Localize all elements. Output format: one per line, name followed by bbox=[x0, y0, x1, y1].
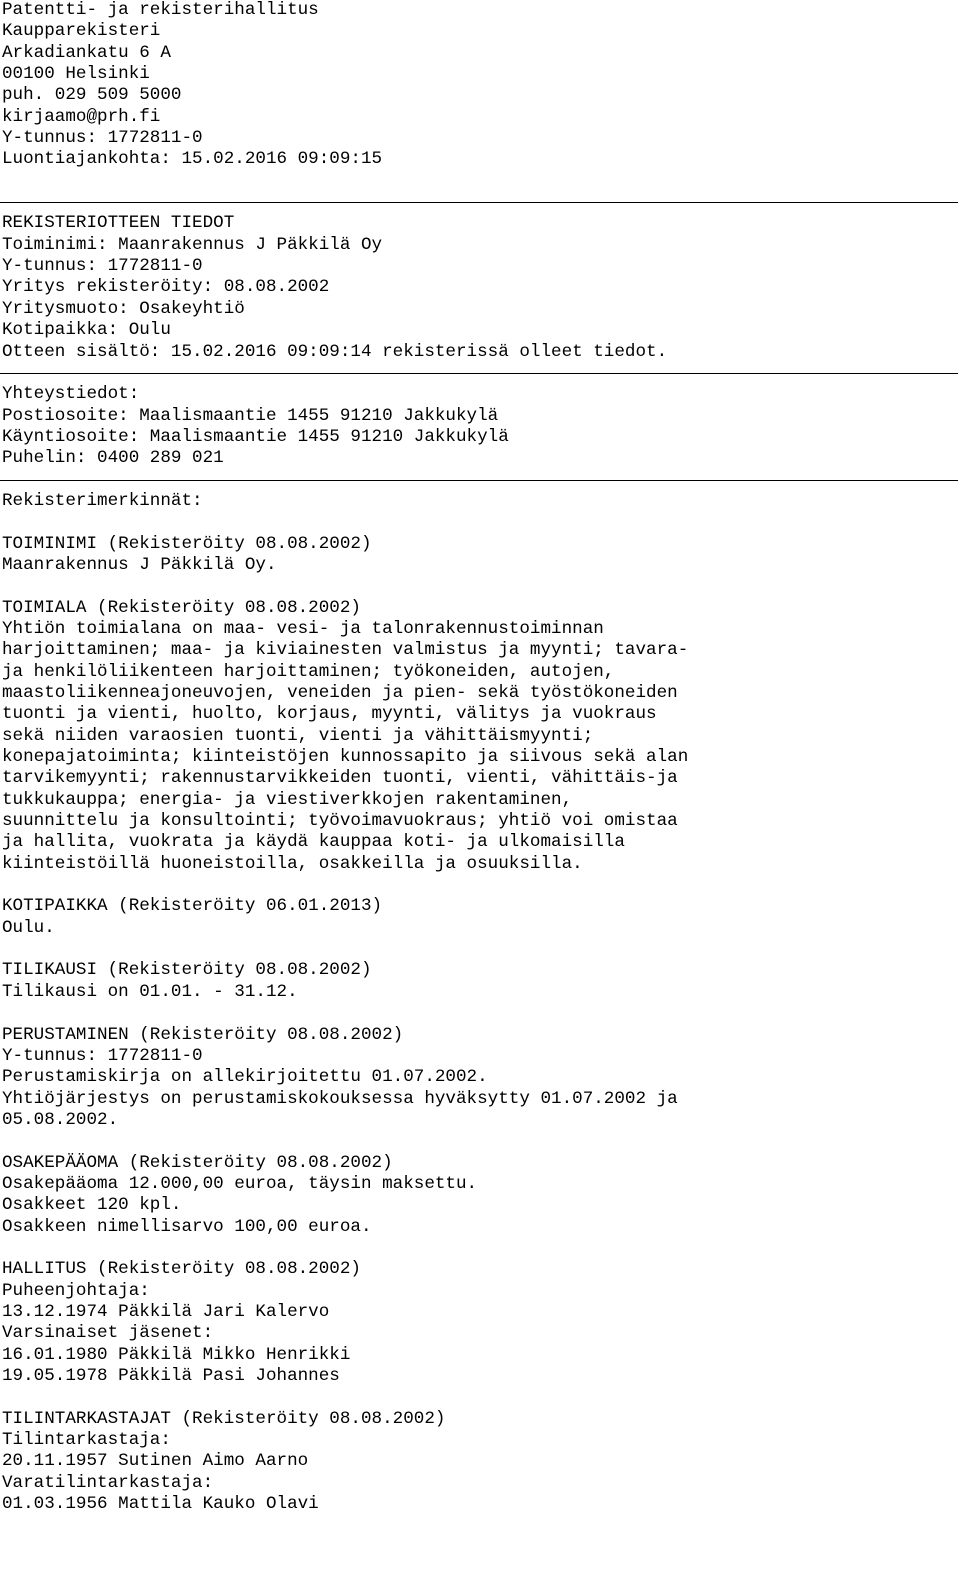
spacer bbox=[2, 939, 958, 960]
created-timestamp: Luontiajankohta: 15.02.2016 09:09:15 bbox=[2, 149, 383, 170]
company-domicile: Kotipaikka: Oulu bbox=[2, 320, 171, 341]
entry-line: 13.12.1974 Päkkilä Jari Kalervo bbox=[2, 1301, 330, 1322]
entry-line: kiinteistöillä huoneistoilla, osakkeilla ja osuuksilla. bbox=[2, 853, 583, 874]
registry-entry bbox=[2, 896, 958, 939]
entry-line: Osakepääoma 12.000,00 euroa, täysin maksettu. bbox=[2, 1173, 478, 1194]
registry-entry bbox=[2, 598, 958, 875]
entry-line: Puheenjohtaja: bbox=[2, 1280, 150, 1301]
contact-heading: Yhteystiedot: bbox=[2, 384, 140, 405]
registry-entry bbox=[2, 1409, 958, 1516]
entry-line: Perustamiskirja on allekirjoitettu 01.07.2002. bbox=[2, 1067, 488, 1088]
entry-line: konepajatoiminta; kiinteistöjen kunnossapito ja siivous sekä alan bbox=[2, 747, 689, 768]
entry-line: Yhtiöjärjestys on perustamiskokouksessa hyväksytty 01.07.2002 ja bbox=[2, 1088, 678, 1109]
entry-line: Tilikausi on 01.01. - 31.12. bbox=[2, 981, 298, 1002]
entry-line: Osakkeet 120 kpl. bbox=[2, 1195, 182, 1216]
spacer bbox=[2, 875, 958, 896]
spacer bbox=[2, 1131, 958, 1152]
entry-line: suunnittelu ja konsultointi; työvoimavuokraus; yhtiö voi omistaa bbox=[2, 811, 678, 832]
entry-title: KOTIPAIKKA (Rekisteröity 06.01.2013) bbox=[2, 896, 383, 917]
entry-title: TOIMINIMI (Rekisteröity 08.08.2002) bbox=[2, 533, 372, 554]
issuer-postal: 00100 Helsinki bbox=[2, 64, 150, 85]
spacer bbox=[2, 171, 958, 192]
extract-info bbox=[2, 213, 958, 362]
entry-line: maastoliikenneajoneuvojen, veneiden ja pien- sekä työstökoneiden bbox=[2, 683, 678, 703]
entry-title: TILIKAUSI (Rekisteröity 08.08.2002) bbox=[2, 960, 372, 981]
entry-line: 16.01.1980 Päkkilä Mikko Henrikki bbox=[2, 1344, 351, 1365]
spacer bbox=[2, 1003, 958, 1024]
entry-line: Osakkeen nimellisarvo 100,00 euroa. bbox=[2, 1216, 372, 1237]
contact-phone: Puhelin: 0400 289 021 bbox=[2, 448, 224, 469]
visiting-address: Käyntiosoite: Maalismaantie 1455 91210 Jakkukylä bbox=[2, 426, 509, 447]
entry-line: ja hallita, vuokrata ja käydä kauppaa koti- ja ulkomaisilla bbox=[2, 832, 625, 853]
entry-line: 19.05.1978 Päkkilä Pasi Johannes bbox=[2, 1366, 340, 1386]
entry-title: OSAKEPÄÄOMA (Rekisteröity 08.08.2002) bbox=[2, 1152, 393, 1173]
spacer bbox=[2, 1238, 958, 1259]
issuer-street: Arkadiankatu 6 A bbox=[2, 42, 171, 63]
entry-title: TILINTARKASTAJAT (Rekisteröity 08.08.2002) bbox=[2, 1408, 446, 1429]
registry-entry bbox=[2, 1259, 958, 1387]
company-form: Yritysmuoto: Osakeyhtiö bbox=[2, 298, 245, 319]
entry-line: Oulu. bbox=[2, 917, 55, 938]
issuer-org: Patentti- ja rekisterihallitus bbox=[2, 0, 319, 20]
entry-line: Y-tunnus: 1772811-0 bbox=[2, 1045, 203, 1066]
entry-line: tukkukauppa; energia- ja viestiverkkojen rakentaminen, bbox=[2, 789, 573, 810]
divider bbox=[2, 192, 958, 213]
divider bbox=[2, 363, 958, 384]
registry-entry bbox=[2, 534, 958, 577]
entry-title: HALLITUS (Rekisteröity 08.08.2002) bbox=[2, 1259, 361, 1280]
postal-address: Postiosoite: Maalismaantie 1455 91210 Jakkukylä bbox=[2, 405, 499, 426]
spacer bbox=[2, 576, 958, 597]
issuer-email: kirjaamo@prh.fi bbox=[2, 106, 161, 127]
spacer bbox=[2, 512, 958, 533]
registry-heading: Rekisterimerkinnät: bbox=[2, 490, 203, 511]
company-name: Toiminimi: Maanrakennus J Päkkilä Oy bbox=[2, 234, 383, 255]
issuer-business-id: Y-tunnus: 1772811-0 bbox=[2, 128, 203, 149]
entry-line: Yhtiön toimialana on maa- vesi- ja talonrakennustoiminnan bbox=[2, 618, 604, 639]
entry-line: tuonti ja vienti, huolto, korjaus, myynti, välitys ja vuokraus bbox=[2, 704, 657, 725]
contact-info bbox=[2, 384, 958, 469]
entry-line: 05.08.2002. bbox=[2, 1109, 119, 1130]
entry-line: harjoittaminen; maa- ja kiviainesten valmistus ja myynti; tavara- bbox=[2, 640, 689, 661]
entry-line: 20.11.1957 Sutinen Aimo Aarno bbox=[2, 1451, 309, 1472]
entry-line: Varsinaiset jäsenet: bbox=[2, 1323, 214, 1344]
registry-entry bbox=[2, 1025, 958, 1132]
issuer-unit: Kaupparekisteri bbox=[2, 21, 161, 42]
entry-line: 01.03.1956 Mattila Kauko Olavi bbox=[2, 1494, 319, 1515]
entry-line: Varatilintarkastaja: bbox=[2, 1472, 214, 1493]
issuer-phone: puh. 029 509 5000 bbox=[2, 85, 182, 106]
issuer-header bbox=[2, 0, 958, 171]
spacer bbox=[2, 1387, 958, 1408]
entry-line: ja henkilöliikenteen harjoittaminen; työkoneiden, autojen, bbox=[2, 661, 615, 682]
entry-title: TOIMIALA (Rekisteröity 08.08.2002) bbox=[2, 597, 361, 618]
extract-heading: REKISTERIOTTEEN TIEDOT bbox=[2, 213, 235, 234]
registry-entries bbox=[2, 534, 958, 1516]
entry-line: Maanrakennus J Päkkilä Oy. bbox=[2, 554, 277, 575]
registry-extract-document bbox=[2, 0, 958, 1515]
company-registered: Yritys rekisteröity: 08.08.2002 bbox=[2, 277, 330, 298]
entry-line: sekä niiden varaosien tuonti, vienti ja vähittäismyynti; bbox=[2, 725, 594, 746]
entry-title: PERUSTAMINEN (Rekisteröity 08.08.2002) bbox=[2, 1024, 404, 1045]
registry-entry bbox=[2, 1153, 958, 1238]
entry-line: tarvikemyynti; rakennustarvikkeiden tuonti, vienti, vähittäis-ja bbox=[2, 768, 678, 789]
company-business-id: Y-tunnus: 1772811-0 bbox=[2, 256, 203, 277]
registry-entry bbox=[2, 960, 958, 1003]
extract-content: Otteen sisältö: 15.02.2016 09:09:14 rekisterissä olleet tiedot. bbox=[2, 341, 668, 362]
entry-line: Tilintarkastaja: bbox=[2, 1430, 171, 1451]
divider bbox=[2, 470, 958, 491]
